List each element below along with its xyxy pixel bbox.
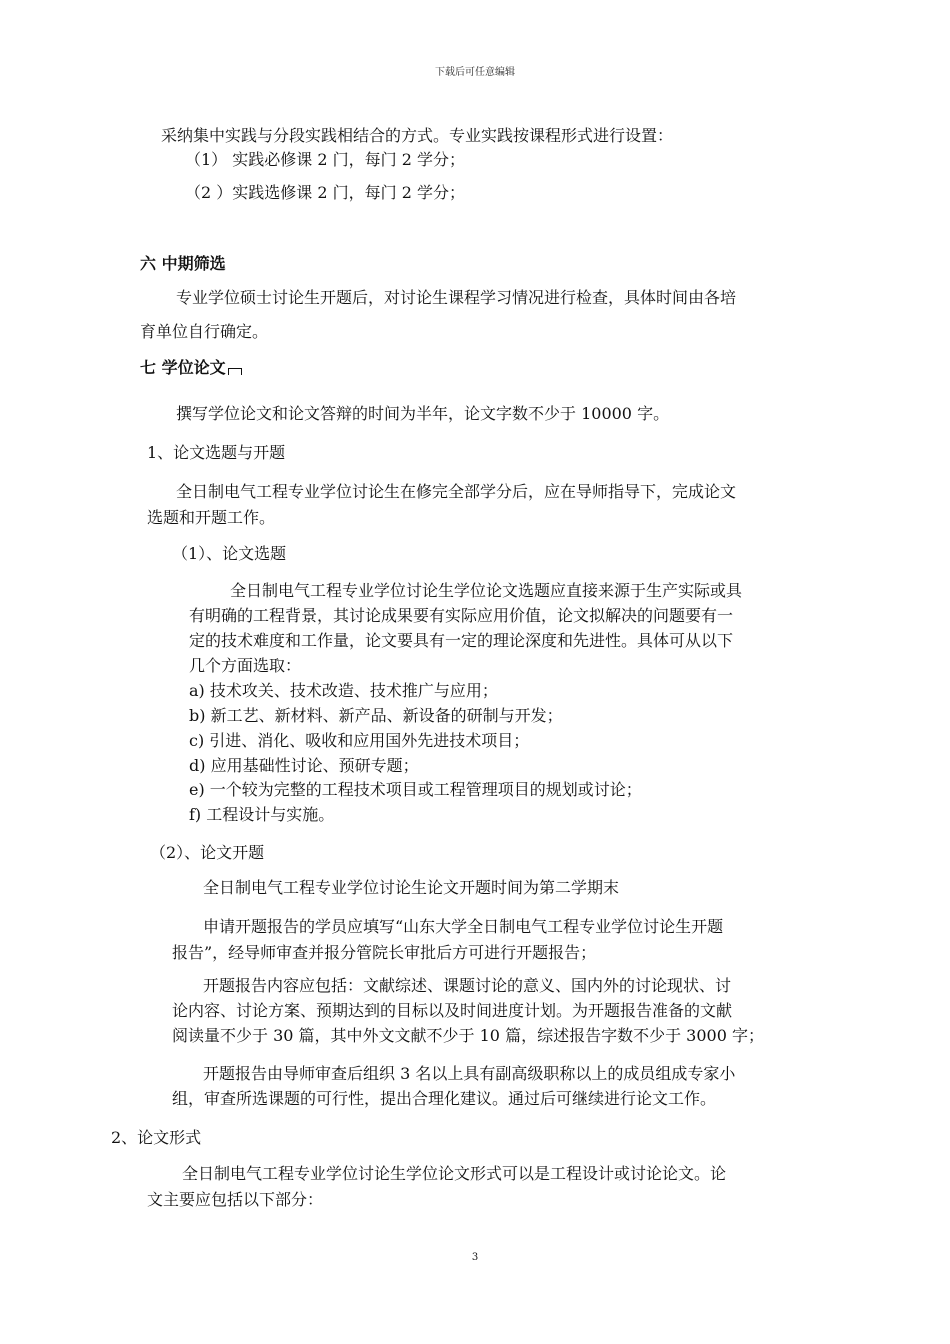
list-item: c) 引进、消化、吸收和应用国外先进技术项目；	[189, 731, 530, 750]
paragraph-line: 选题和开题工作。	[147, 508, 276, 527]
paragraph-line: 开题报告由导师审查后组织 3 名以上具有副高级职称以上的成员组成专家小	[203, 1064, 736, 1083]
list-item: f) 工程设计与实施。	[189, 805, 335, 824]
list-item: （1） 实践必修课 2 门，每门 2 学分；	[185, 150, 465, 169]
numbered-heading: 1、论文选题与开题	[147, 443, 286, 462]
paragraph-line: 采纳集中实践与分段实践相结合的方式。专业实践按课程形式进行设置：	[161, 126, 674, 145]
paragraph-line: 组，审查所选课题的可行性，提出合理化建议。通过后可继续进行论文工作。	[172, 1089, 717, 1108]
section-heading-7	[140, 358, 242, 378]
edit-mark-icon	[228, 368, 242, 375]
section-heading-6: 六 中期筛选	[140, 254, 226, 273]
sub-heading: （1）、论文选题	[172, 544, 287, 563]
paragraph-line: 阅读量不少于 30 篇，其中外文文献不少于 10 篇，综述报告字数不少于 3000 字；	[172, 1026, 764, 1045]
paragraph-line: 专业学位硕士讨论生开题后，对讨论生课程学习情况进行检查，具体时间由各培	[176, 288, 737, 307]
paragraph-line: 几个方面选取：	[189, 656, 302, 675]
paragraph-line: 开题报告内容应包括：文献综述、课题讨论的意义、国内外的讨论现状、讨	[203, 976, 732, 995]
paragraph-line: 全日制电气工程专业学位讨论生学位论文形式可以是工程设计或讨论论文。论	[182, 1164, 727, 1183]
list-item: e) 一个较为完整的工程技术项目或工程管理项目的规划或讨论；	[189, 780, 642, 799]
list-item: b) 新工艺、新材料、新产品、新设备的研制与开发；	[189, 706, 563, 725]
paragraph-line: 有明确的工程背景，其讨论成果要有实际应用价值，论文拟解决的问题要有一	[189, 606, 734, 625]
list-item: a) 技术攻关、技术改造、技术推广与应用；	[189, 681, 498, 700]
paragraph-line: 论内容、讨论方案、预期达到的目标以及时间进度计划。为开题报告准备的文献	[172, 1001, 733, 1020]
list-item: （2 ）实践选修课 2 门，每门 2 学分；	[185, 183, 465, 202]
paragraph-line: 全日制电气工程专业学位讨论生学位论文选题应直接来源于生产实际或具	[230, 581, 743, 600]
paragraph-line: 全日制电气工程专业学位讨论生论文开题时间为第二学期末	[203, 878, 620, 897]
paragraph-line: 文主要应包括以下部分：	[147, 1190, 324, 1209]
page-number: 3	[471, 1252, 479, 1263]
paragraph-line: 定的技术难度和工作量，论文要具有一定的理论深度和先进性。具体可从以下	[189, 631, 734, 650]
list-item: d) 应用基础性讨论、预研专题；	[189, 756, 419, 775]
paragraph-line: 报告”，经导师审查并报分管院长审批后方可进行开题报告；	[172, 943, 597, 962]
numbered-heading: 2、论文形式	[111, 1128, 202, 1147]
section-heading-7-text: 七 学位论文	[140, 358, 226, 377]
paragraph-line: 撰写学位论文和论文答辩的时间为半年，论文字数不少于 10000 字。	[176, 404, 670, 423]
paragraph-line: 育单位自行确定。	[140, 322, 269, 341]
paragraph-line: 全日制电气工程专业学位讨论生在修完全部学分后，应在导师指导下，完成论文	[176, 482, 737, 501]
page-header: 下载后可任意编辑	[435, 67, 515, 78]
paragraph-line: 申请开题报告的学员应填写“山东大学全日制电气工程专业学位讨论生开题	[203, 917, 724, 936]
sub-heading: （2）、论文开题	[150, 843, 265, 862]
